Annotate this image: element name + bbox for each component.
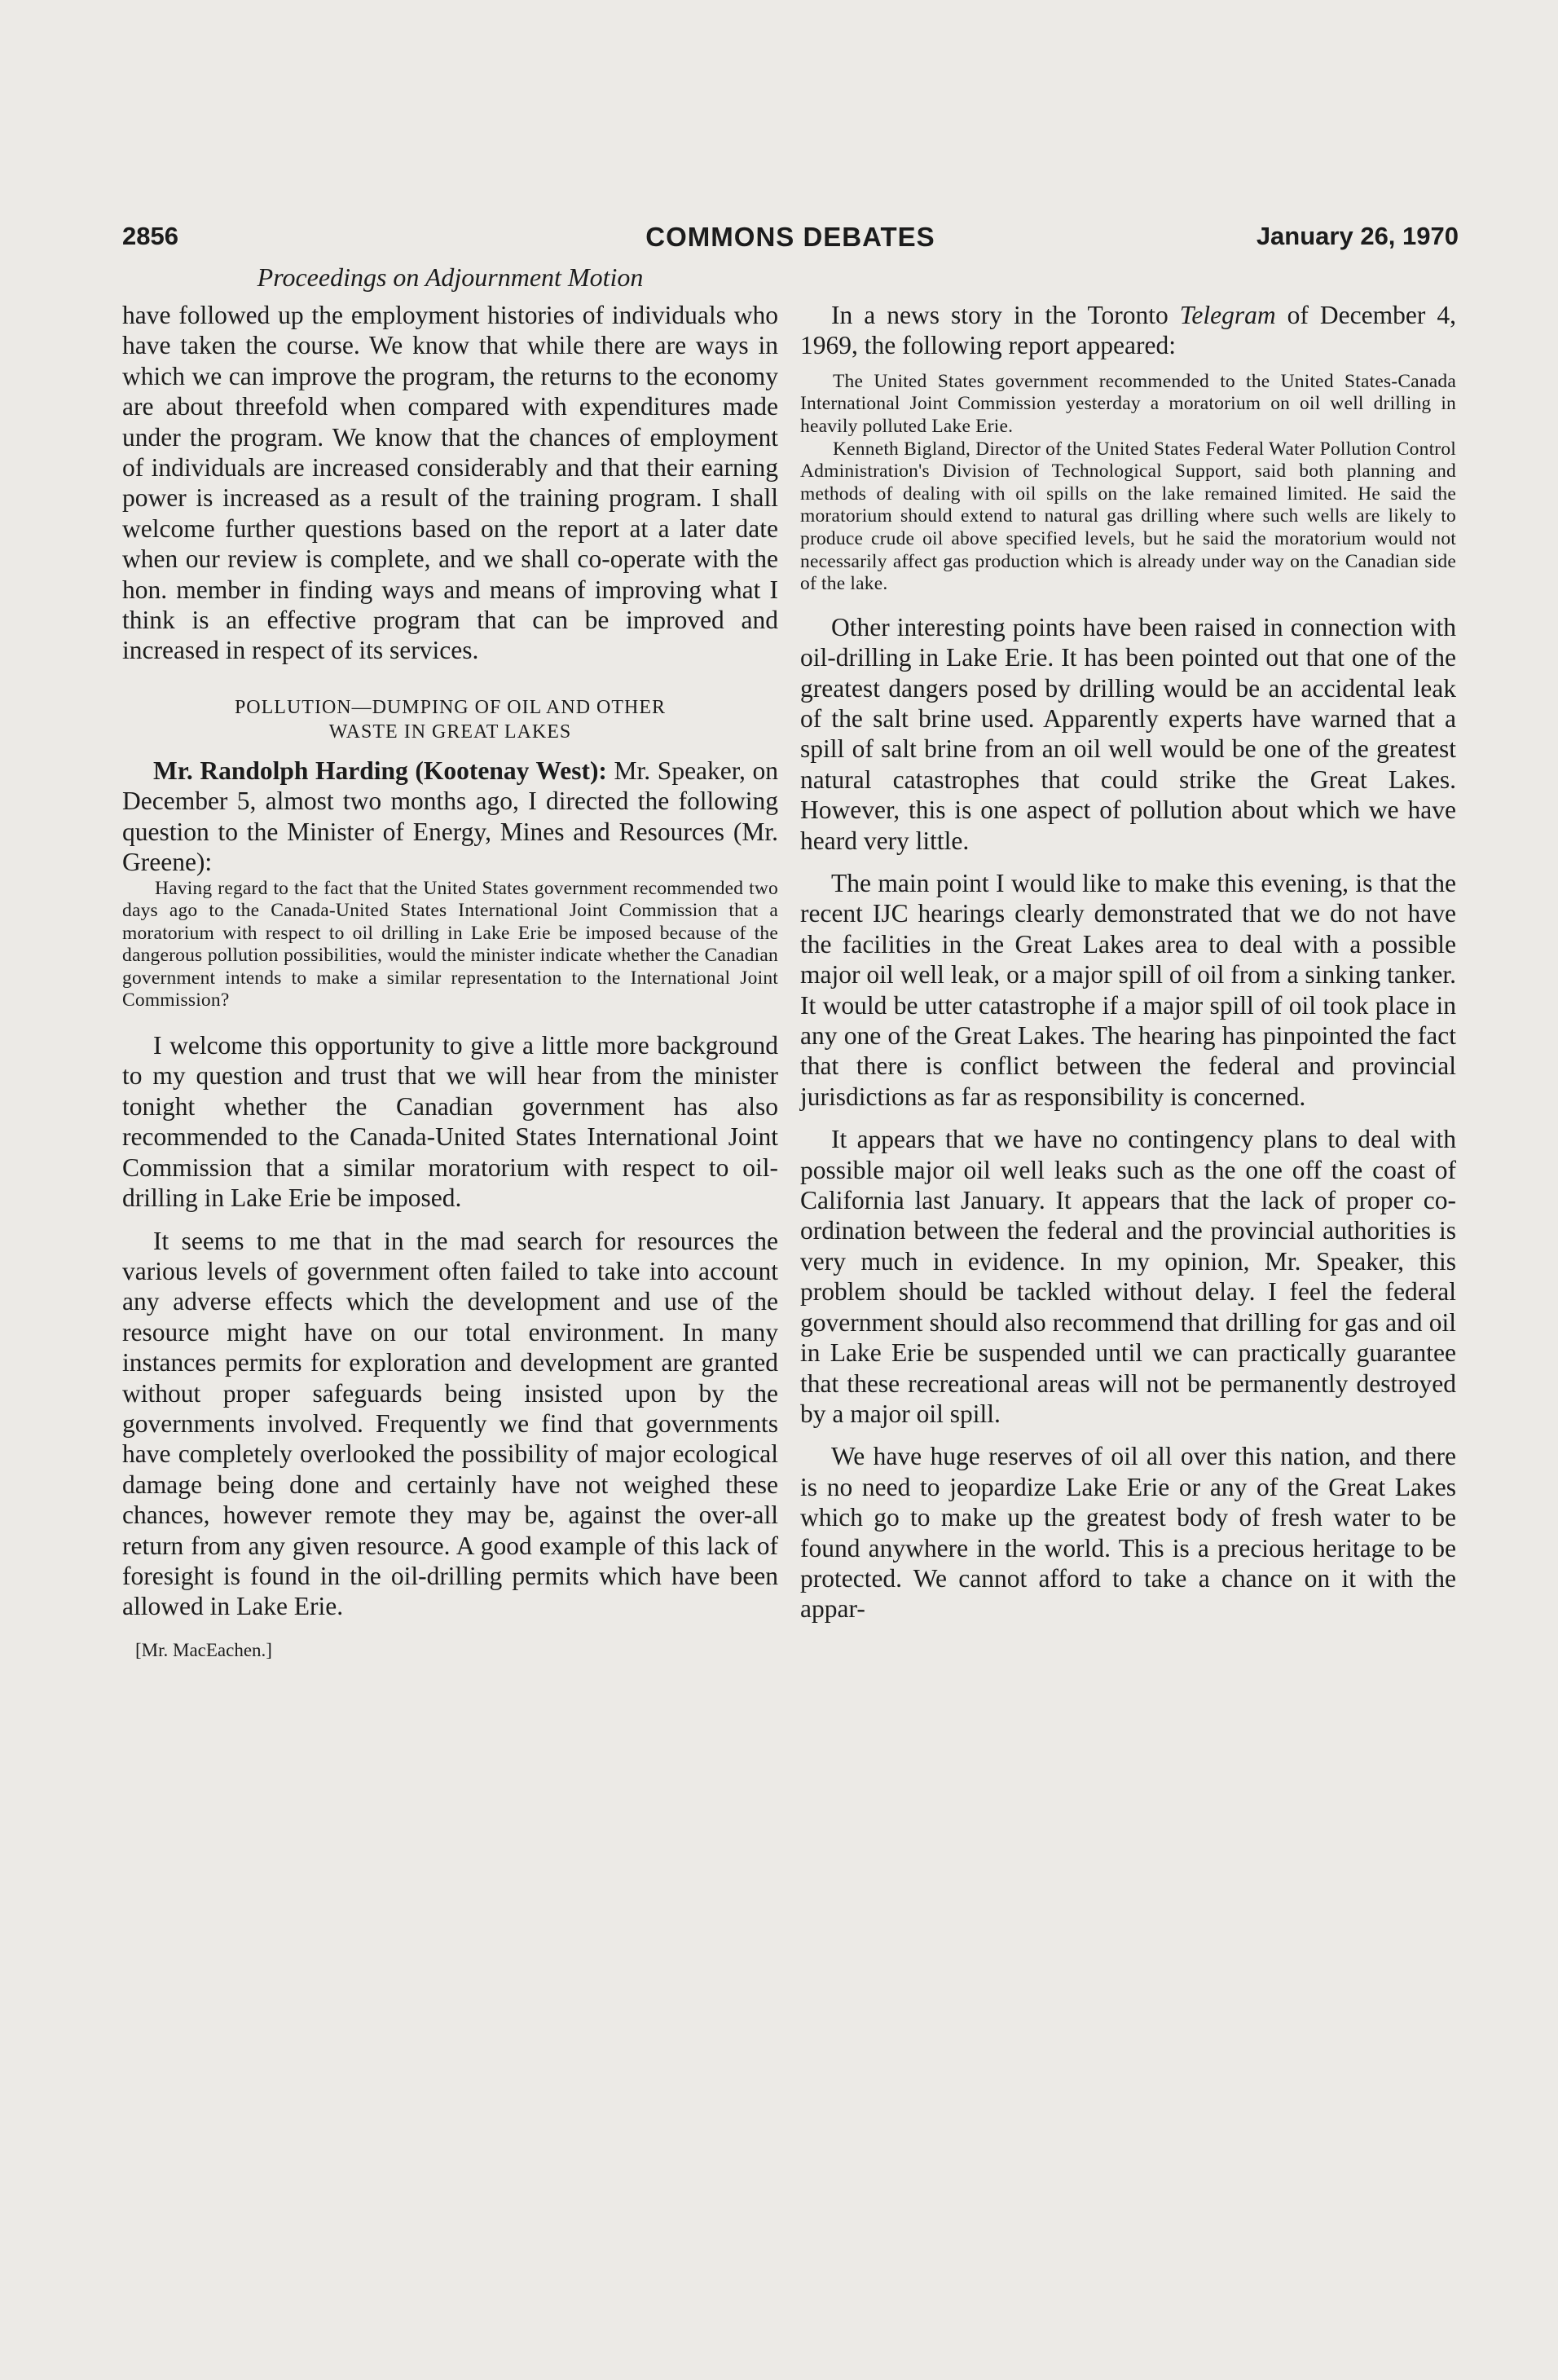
page-number: 2856 xyxy=(122,222,178,250)
right-column xyxy=(800,300,1456,1624)
left-column xyxy=(122,300,778,1661)
right-paragraph-4: It appears that we have no contingency plans to deal with possible major oil well leaks such as the one off the coast of California last January. It appears that the lack of proper co-ordination between the federal and the provincial authorities is very much in evidence. In my opinion, Mr. Speaker, this problem should be tackled without delay. I feel the federal government should also recommend that drilling for gas and oil in Lake Erie be suspended until we can practically guarantee that these recreational areas will not be permanently destroyed by a major oil spill. xyxy=(800,1125,1456,1428)
section-heading-line-1: POLLUTION—DUMPING OF OIL AND OTHER xyxy=(234,696,667,718)
section-heading-line-2: WASTE IN GREAT LAKES xyxy=(328,721,572,743)
section-subhead: Proceedings on Adjournment Motion xyxy=(257,262,644,292)
right-paragraph-5: We have huge reserves of oil all over this nation, and there is no need to jeopardize Lake Erie or any of the Great Lakes which go to make up the greatest body of fresh water to be found anywhere in the world. This is a precious heritage to be protected. We cannot afford to take a chance on it with the appar- xyxy=(800,1442,1456,1624)
right-paragraph-1 xyxy=(800,300,1456,361)
right-paragraph-1-after: of December 4, 1969, the following report appeared: xyxy=(800,301,1456,360)
running-header xyxy=(122,222,1459,262)
right-quote-2: Kenneth Bigland, Director of the United States Federal Water Pollution Control Administration's Division of Technological Support, said both planning and methods of dealing with oil spills on the lake remained limited. He said the moratorium should extend to natural gas drilling where such wells are likely to produce crude oil above specified levels, but he said the moratorium would not necessarily affect gas production which is already under way on the Canadian side of the lake. xyxy=(800,438,1456,595)
left-paragraph-2 xyxy=(122,756,778,878)
newspaper-name: Telegram xyxy=(1179,301,1276,329)
right-paragraph-1-before: In a news story in the Toronto xyxy=(831,301,1180,329)
left-paragraph-3: I welcome this opportunity to give a little more background to my question and trust that we will hear from the minister tonight whether the Canadian government has also recommended to the Canada-United States International Joint Commission that a similar moratorium with respect to oil-drilling in Lake Erie be imposed. xyxy=(122,1031,778,1213)
issue-date: January 26, 1970 xyxy=(1256,222,1459,250)
section-heading xyxy=(122,695,778,744)
left-paragraph-4: It seems to me that in the mad search for resources the various levels of government often failed to take into account any adverse effects which the development and use of the resource might have on our total environment. In many instances permits for exploration and development are granted without proper safeguards being insisted upon by the governments involved. Frequently we find that governments have completely overlooked the possibility of major ecological damage being done and certainly have not weighed these chances, however remote they may be, against the over-all return from any given resource. A good example of this lack of foresight is found in the oil-drilling permits which have been allowed in Lake Erie. xyxy=(122,1226,778,1621)
left-quote-1: Having regard to the fact that the United States government recommended two days ago to the Canada-United States International Joint Commission that a moratorium with respect to oil drilling in Lake Erie be imposed because of the dangerous pollution possibilities, would the minister indicate whether the Canadian government intends to make a similar representation to the International Joint Commission? xyxy=(122,877,778,1012)
left-paragraph-1: have followed up the employment histories of individuals who have taken the course. We know that while there are ways in which we can improve the program, the returns to the economy are about threefold when compared with expenditures made under the program. We know that the chances of employment of individuals are increased considerably and that their earning power is increased as a result of the training program. I shall welcome further questions based on the report at a later date when our review is complete, and we shall co-operate with the hon. member in finding ways and means of improving what I think is an effective program that can be improved and increased in respect of its services. xyxy=(122,301,778,665)
right-paragraph-3: The main point I would like to make this evening, is that the recent IJC hearings clearly demonstrated that we do not have the facilities in the Great Lakes area to deal with a possible major oil well leak, or a major spill of oil from a sinking tanker. It would be utter catastrophe if a major spill of oil took place in any one of the Great Lakes. The hearing has pinpointed the fact that there is conflict between the federal and provincial jurisdictions as far as responsibility is concerned. xyxy=(800,869,1456,1111)
speaker-name: Mr. Randolph Harding (Kootenay West): xyxy=(153,756,607,785)
right-paragraph-2: Other interesting points have been raised in connection with oil-drilling in Lake Erie. It has been pointed out that one of the greatest dangers posed by drilling would be an accidental leak of the salt brine used. Apparently experts have warned that a spill of salt brine from an oil well would be one of the greatest natural catastrophes that could strike the Great Lakes. However, this is one aspect of pollution about which we have heard very little. xyxy=(800,612,1456,855)
left-paragraph-2-text: Mr. Speaker, on December 5, almost two months ago, I directed the following question to the Minister of Energy, Mines and Resources (Mr. Greene): xyxy=(122,756,778,877)
right-quote-1: The United States government recommended to the United States-Canada International Joint Commission yesterday a moratorium on oil well drilling in heavily polluted Lake Erie. xyxy=(800,370,1456,437)
speaker-attribution: [Mr. MacEachen.] xyxy=(135,1639,272,1660)
journal-title: COMMONS DEBATES xyxy=(645,222,935,252)
